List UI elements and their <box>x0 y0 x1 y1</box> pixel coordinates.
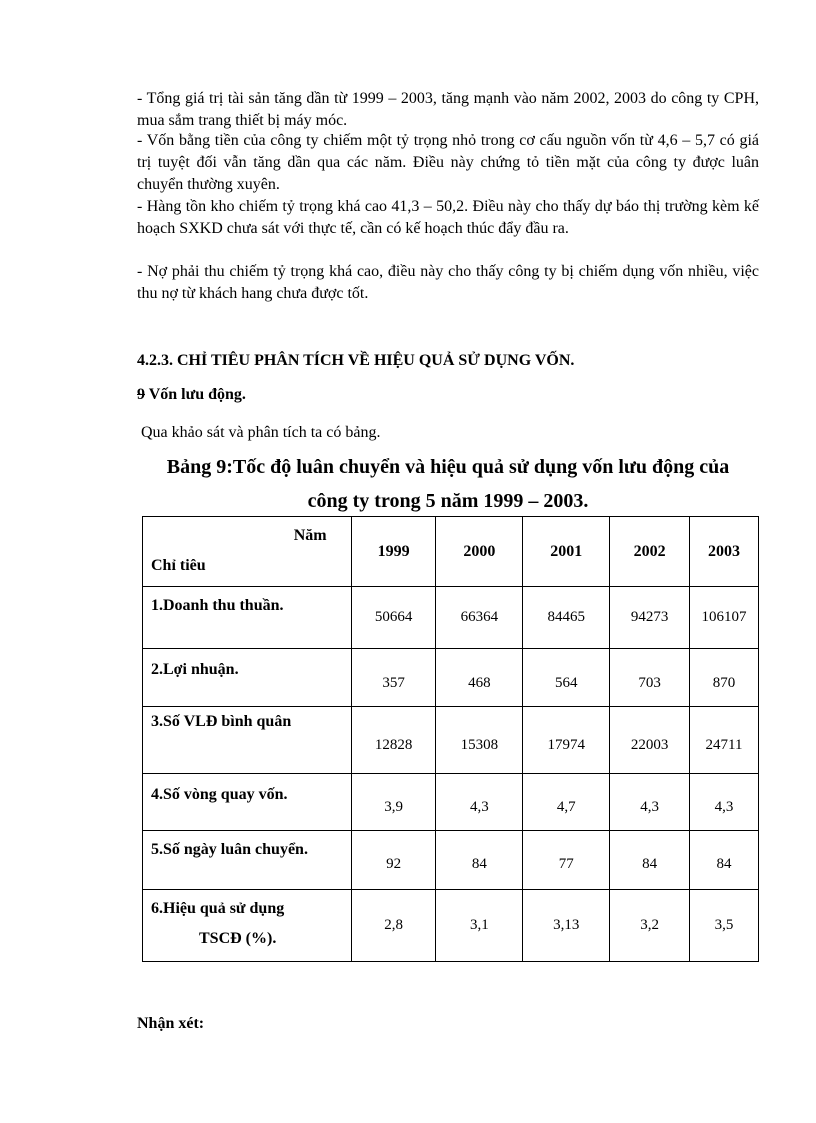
table-cell: 12828 <box>351 707 436 774</box>
table-header-row <box>143 517 759 587</box>
table-cell: 66364 <box>436 587 523 649</box>
table-cell: 84 <box>610 831 690 890</box>
section-heading: 4.2.3. CHỈ TIÊU PHÂN TÍCH VỀ HIỆU QUẢ SỬ DỤNG VỐN. <box>137 352 575 369</box>
capital-efficiency-table <box>142 516 759 962</box>
table-caption-line1: Bảng 9:Tốc độ luân chuyển và hiệu quả sử dụng vốn lưu động của <box>166 456 730 478</box>
table-cell: 84 <box>436 831 523 890</box>
year-header: 2001 <box>523 517 610 587</box>
table-row <box>143 707 759 774</box>
table-row <box>143 587 759 649</box>
header-year-label: Năm <box>293 527 327 544</box>
table-cell: 92 <box>351 831 436 890</box>
paragraph-inventory: - Hàng tồn kho chiếm tỷ trọng khá cao 41,3 – 50,2. Điều này cho thấy dự báo thị trường kèm kế hoạch SXKD chưa sát với thực tế, cần có kế hoạch thúc đẩy đầu ra. <box>137 198 759 237</box>
row-label: 1.Doanh thu thuần. <box>143 587 352 649</box>
table-cell: 106107 <box>690 587 759 649</box>
table-cell: 357 <box>351 649 436 707</box>
table-cell: 22003 <box>610 707 690 774</box>
header-corner-cell <box>143 517 352 587</box>
table-cell: 4,3 <box>610 774 690 831</box>
table-cell: 3,2 <box>610 890 690 962</box>
table-row <box>143 649 759 707</box>
table-cell: 4,3 <box>436 774 523 831</box>
table-cell: 17974 <box>523 707 610 774</box>
year-header: 2000 <box>436 517 523 587</box>
paragraph-receivables: - Nợ phải thu chiếm tỷ trọng khá cao, điều này cho thấy công ty bị chiếm dụng vốn nhiều, việc thu nợ từ khách hang chưa được tốt. <box>137 263 759 302</box>
row-label-continued: TSCĐ (%). <box>199 930 277 947</box>
intro-text: Qua khảo sát và phân tích ta có bảng. <box>141 424 381 441</box>
table-row <box>143 831 759 890</box>
row-label: 2.Lợi nhuận. <box>143 649 352 707</box>
row-label: 6.Hiệu quả sử dụng TSCĐ (%). <box>143 890 352 962</box>
table-cell: 50664 <box>351 587 436 649</box>
table-caption-line2: công ty trong 5 năm 1999 – 2003. <box>307 490 589 512</box>
table-cell: 24711 <box>690 707 759 774</box>
bullet-marker: 9 <box>137 386 145 403</box>
table-row <box>143 890 759 962</box>
table-cell: 564 <box>523 649 610 707</box>
row-label: 3.Số VLĐ bình quân <box>143 707 352 774</box>
table-cell: 703 <box>610 649 690 707</box>
table-row <box>143 774 759 831</box>
row-label: 5.Số ngày luân chuyển. <box>143 831 352 890</box>
table-cell: 2,8 <box>351 890 436 962</box>
table-cell: 94273 <box>610 587 690 649</box>
table-cell: 3,13 <box>523 890 610 962</box>
table-cell: 4,7 <box>523 774 610 831</box>
paragraph-total-assets: - Tổng giá trị tài sản tăng dần từ 1999 – 2003, tăng mạnh vào năm 2002, 2003 do công ty CPH, mua sắm trang thiết bị máy móc. <box>137 90 759 129</box>
subheading-text: Vốn lưu động. <box>145 386 246 403</box>
year-header: 1999 <box>351 517 436 587</box>
table-cell: 84465 <box>523 587 610 649</box>
table-cell: 4,3 <box>690 774 759 831</box>
subheading-working-capital <box>137 386 246 404</box>
table-cell: 15308 <box>436 707 523 774</box>
year-header: 2002 <box>610 517 690 587</box>
remark-heading: Nhận xét: <box>137 1015 205 1032</box>
table-caption <box>137 452 759 516</box>
table-cell: 870 <box>690 649 759 707</box>
table-cell: 3,9 <box>351 774 436 831</box>
paragraph-cash: - Vốn bằng tiền của công ty chiếm một tỷ trọng nhỏ trong cơ cấu nguồn vốn từ 4,6 – 5,7 có giá trị tuyệt đối vẫn tăng dần qua các năm. Điều này chứng tỏ tiền mặt của công ty được luân chuyển thường xuyên. <box>137 132 759 193</box>
year-header: 2003 <box>690 517 759 587</box>
row-label: 4.Số vòng quay vốn. <box>143 774 352 831</box>
table-cell: 3,1 <box>436 890 523 962</box>
table-cell: 468 <box>436 649 523 707</box>
header-indicator-label: Chỉ tiêu <box>151 557 206 574</box>
table-cell: 77 <box>523 831 610 890</box>
table-cell: 84 <box>690 831 759 890</box>
table-cell: 3,5 <box>690 890 759 962</box>
